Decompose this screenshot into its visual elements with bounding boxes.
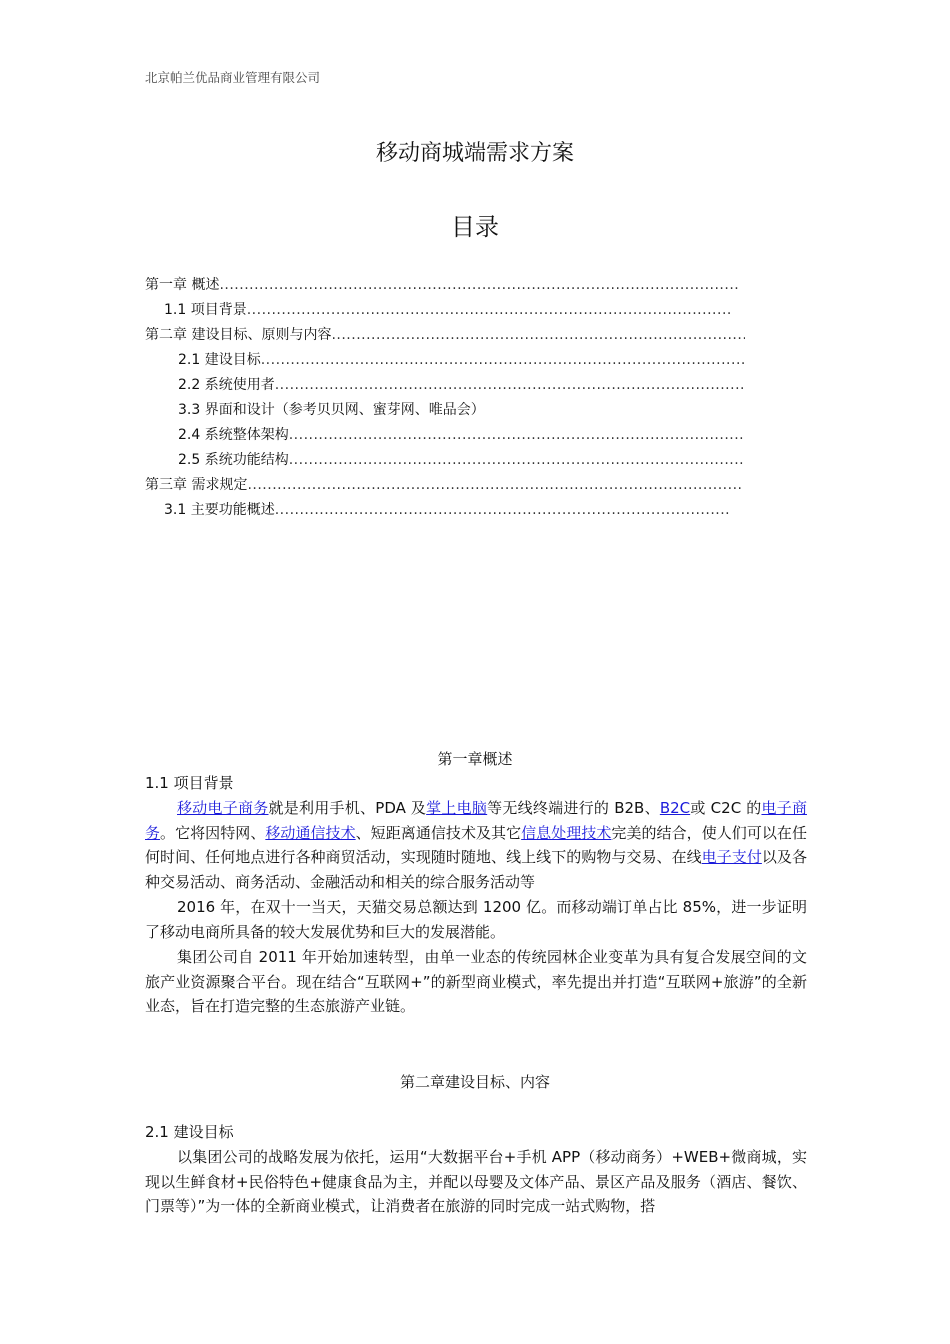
toc-entry[interactable]: 2.2 系统使用者 ..... — [145, 374, 745, 399]
chapter-1-heading: 第一章概述 — [437, 750, 513, 768]
link-mobile-ecommerce[interactable]: 移动电子商务 — [177, 799, 269, 817]
toc-entry[interactable]: 第一章 概述 ..... — [145, 274, 739, 299]
document-title: 移动商城端需求方案 — [375, 141, 574, 166]
chapter-2-heading: 第二章建设目标、内容 — [399, 1073, 550, 1091]
link-b2c[interactable]: B2C — [659, 799, 691, 817]
section-2-1-title: 2.1 建设目标 — [145, 1123, 234, 1141]
chapter-1-paragraph-1: 移动电子商务就是利用手机、PDA 及掌上电脑等无线终端进行的 B2B、B2C或 C2C 的电子商务。它将因特网、移动通信技术、短距离通信技术及其它信息处理技术完美的结合，使人们可以在任何时间、任何地点进行各种商贸活动，实现随时随地、线上线下的购物与交易、在线电子支付以及各种交易活动、商务活动、金融活动和相关的综合服务活动等 — [145, 799, 807, 891]
toc-entry[interactable]: 1.1 项目背景 ..... — [145, 299, 730, 324]
toc-title: 目录 — [451, 213, 499, 241]
link-mobile-communication[interactable]: 移动通信技术 — [265, 823, 356, 842]
link-information-processing[interactable]: 信息处理技术 — [521, 823, 612, 842]
toc-entry[interactable]: 2.5 系统功能结构 ..... — [145, 449, 745, 474]
toc-entry[interactable]: 2.4 系统整体架构 ..... — [145, 424, 745, 449]
link-pda[interactable]: 掌上电脑 — [426, 799, 488, 817]
section-1-1-title: 1.1 项目背景 — [145, 774, 234, 792]
toc-entry[interactable]: 第二章 建设目标、原则与内容 ..... — [145, 324, 745, 349]
chapter-2-paragraph-1: 以集团公司的战略发展为依托，运用“大数据平台+手机 APP（移动商务）+WEB+微商城，实现以生鲜食材+民俗特色+健康食品为主，并配以母婴及文体产品、景区产品及服务（酒店、餐饮、门票等）”为一体的全新商业模式，让消费者在旅游的同时完成一站式购物，搭 — [145, 1148, 807, 1216]
page-header-company: 北京帕兰优品商业管理有限公司 — [145, 70, 321, 85]
toc-entry[interactable]: 第三章 需求规定 ..... — [145, 474, 741, 499]
toc-entry[interactable]: 2.1 建设目标 ..... — [145, 349, 745, 374]
toc-entry[interactable]: 3.3 界面和设计（参考贝贝网、蜜芽网、唯品会） — [178, 402, 485, 418]
table-of-contents — [145, 274, 745, 524]
chapter-1-paragraph-3: 集团公司自 2011 年开始加速转型，由单一业态的传统园林企业变革为具有复合发展空间的文旅产业资源聚合平台。现在结合“互联网+”的新型商业模式，率先提出并打造“互联网+旅游”的全新业态，旨在打造完整的生态旅游产业链。 — [145, 948, 807, 1016]
chapter-1-paragraph-2: 2016 年，在双十一当天，天猫交易总额达到 1200 亿。而移动端订单占比 85%，进一步证明了移动电商所具备的较大发展优势和巨大的发展潜能。 — [145, 898, 807, 941]
link-electronic-payment[interactable]: 电子支付 — [701, 848, 762, 867]
toc-entry[interactable]: 3.1 主要功能概述 ..... — [145, 499, 731, 524]
link-ecommerce[interactable]: 电子商务 — [145, 799, 807, 842]
